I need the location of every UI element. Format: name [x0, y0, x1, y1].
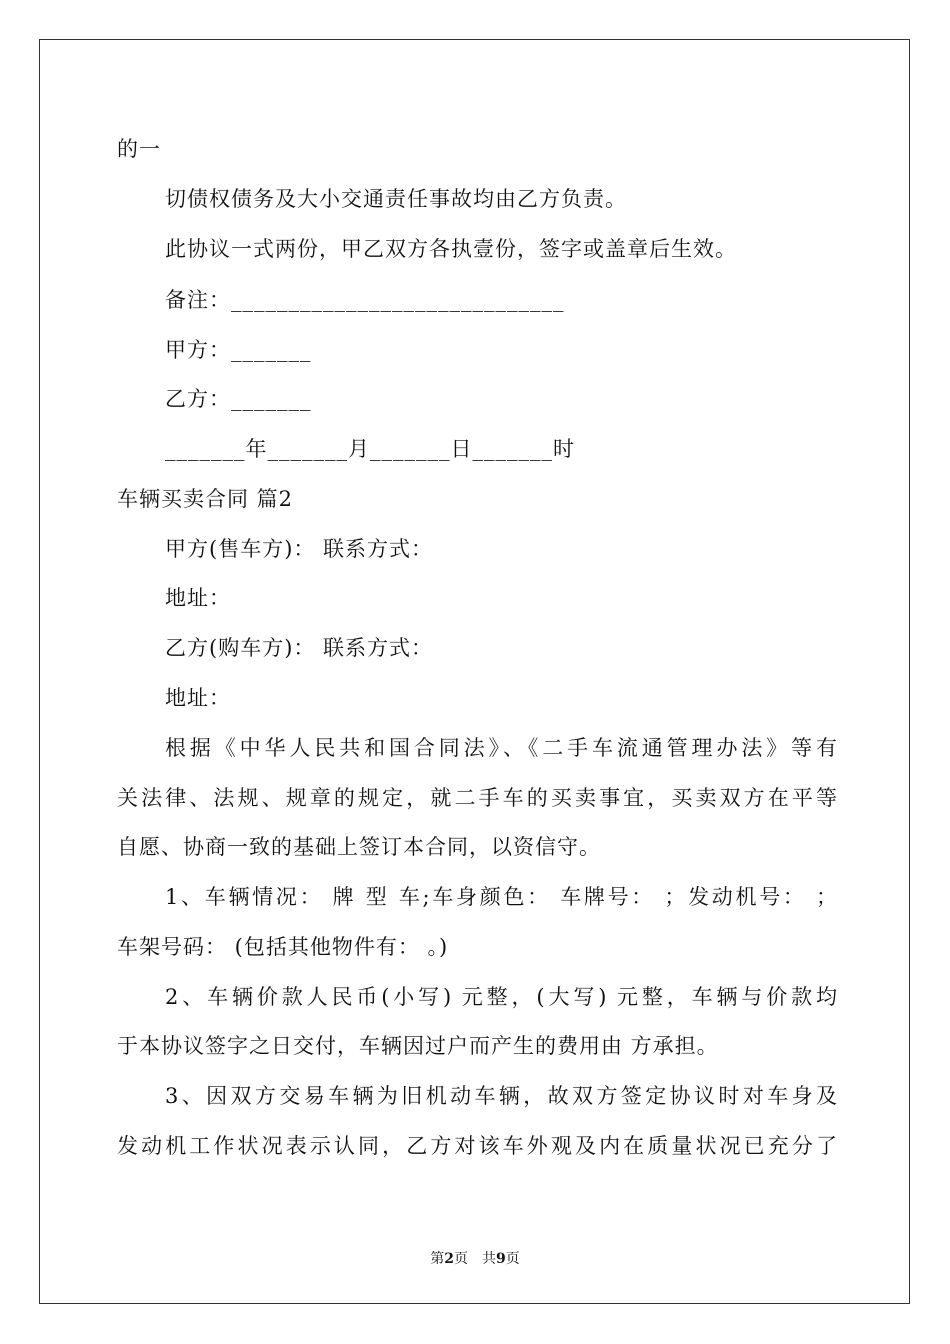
paragraph-line: 根据《中华人民共和国合同法》、《二手车流通管理办法》等有 [165, 736, 837, 760]
text-line: 地址： [165, 686, 231, 710]
remarks-field: 备注：_____________________________ [165, 288, 565, 312]
paragraph-line: 关法律、法规、规章的规定，就二手车的买卖事宜，买卖双方在平等 [117, 786, 837, 810]
paragraph-line: 于本协议签字之日交付，车辆因过户而产生的费用由 方承担。 [117, 1034, 719, 1058]
current-page-number: 2 [444, 1251, 454, 1267]
text-line: 甲方(售车方)： 联系方式： [165, 537, 434, 561]
text-line: 地址： [165, 586, 231, 610]
footer-middle: 页 共 [454, 1251, 496, 1267]
party-a-signature-field: 甲方：_______ [165, 338, 312, 362]
paragraph-line: 3、因双方交易车辆为旧机动车辆，故双方签定协议时对车身及 [165, 1084, 837, 1108]
text-line: 切债权债务及大小交通责任事故均由乙方负责。 [165, 187, 627, 211]
footer-suffix: 页 [505, 1251, 520, 1267]
page-footer [0, 1250, 950, 1268]
paragraph-line: 1、车辆情况： 牌 型 车;车身颜色： 车牌号： ；发动机号： ； [165, 885, 837, 909]
party-b-signature-field: 乙方：_______ [165, 387, 312, 411]
date-field: _______年_______月_______日_______时 [165, 437, 575, 461]
paragraph-line: 发动机工作状况表示认同，乙方对该车外观及内在质量状况已充分了 [117, 1134, 837, 1158]
text-line: 此协议一式两份，甲乙双方各执壹份，签字或盖章后生效。 [165, 237, 737, 261]
text-line: 的一 [117, 137, 161, 161]
footer-prefix: 第 [430, 1251, 445, 1267]
total-page-count: 9 [496, 1251, 506, 1267]
paragraph-line: 自愿、协商一致的基础上签订本合同，以资信守。 [117, 835, 601, 859]
page-border [39, 39, 910, 1304]
paragraph-line: 车架号码： (包括其他物件有： 。) [117, 935, 449, 959]
text-line: 乙方(购车方)： 联系方式： [165, 636, 434, 660]
paragraph-line: 2、车辆价款人民币(小写) 元整，(大写) 元整，车辆与价款均 [165, 985, 837, 1009]
section-heading: 车辆买卖合同 篇2 [117, 487, 294, 511]
